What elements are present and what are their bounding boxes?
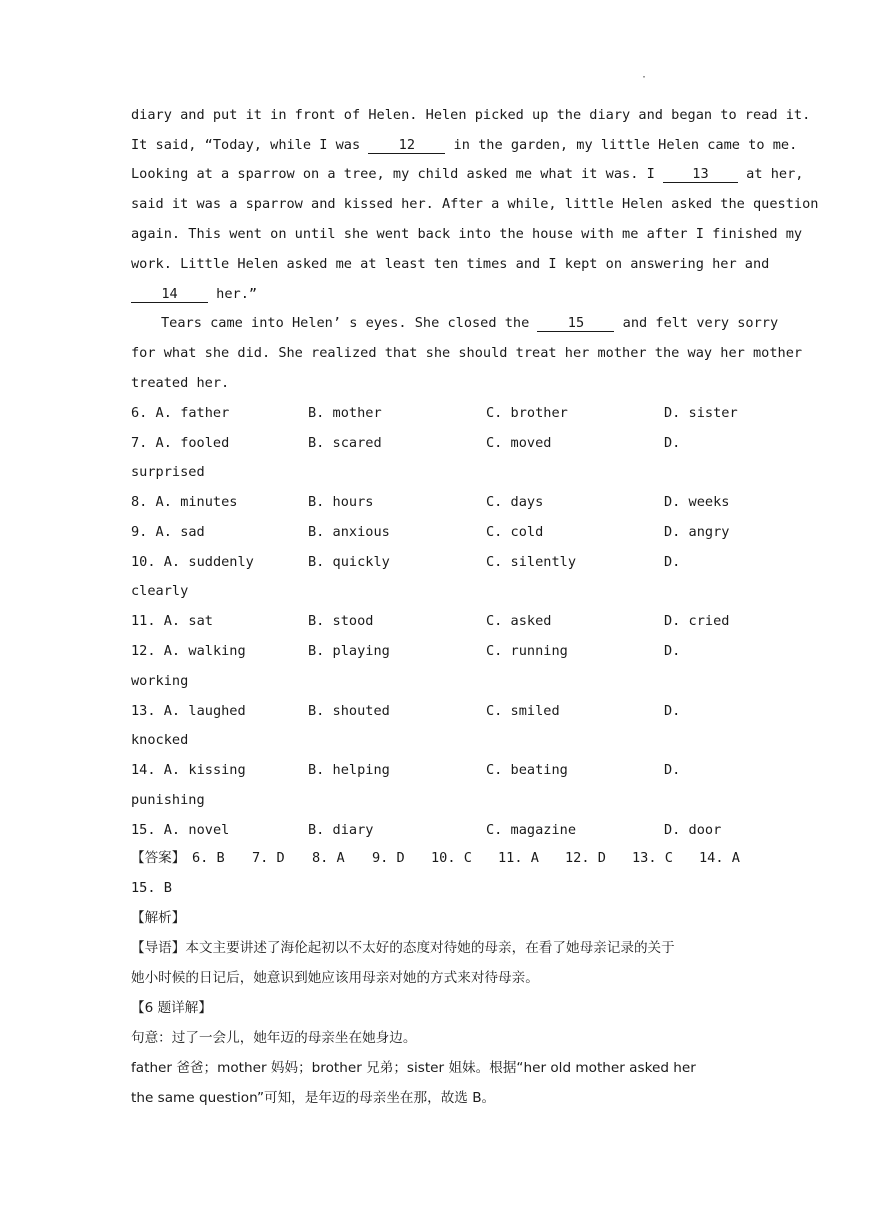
option-b: B. playing	[308, 643, 390, 659]
intro-line: 她小时候的日记后，她意识到她应该用母亲对她的方式来对待母亲。	[131, 970, 539, 986]
option-d: D.	[664, 435, 681, 451]
passage-line: again. This went on until she went back into the house with me after I finished my	[131, 226, 803, 242]
option-d: D. sister	[664, 405, 738, 421]
option-b: B. diary	[308, 822, 374, 838]
option-a: novel	[188, 822, 230, 838]
passage-line: 14 her.”	[131, 283, 257, 305]
q6-line: the same question”可知，是年迈的母亲坐在那，故选 B。	[131, 1090, 496, 1106]
option-d: D. weeks	[664, 494, 730, 510]
answer-item: 9. D	[372, 850, 405, 866]
option-c: C. running	[486, 643, 568, 659]
answer-line	[131, 847, 185, 869]
question-number: 9. A.	[131, 524, 172, 540]
option-a: sat	[188, 613, 213, 629]
option-d: D.	[664, 703, 681, 719]
answer-item: 13. C	[632, 850, 673, 866]
blank-14: 14	[131, 286, 208, 303]
option-a: father	[180, 405, 230, 421]
question-number: 6. A.	[131, 405, 172, 421]
option-b: B. shouted	[308, 703, 390, 719]
answer-wrap: 15. B	[131, 880, 172, 896]
option-c: C. smiled	[486, 703, 560, 719]
option-d-wrap: punishing	[131, 792, 205, 808]
passage-line: work. Little Helen asked me at least ten times and I kept on answering her and	[131, 256, 770, 272]
option-b: B. hours	[308, 494, 374, 510]
answer-item: 14. A	[699, 850, 740, 866]
q6-label: 【6 题详解】	[131, 1000, 212, 1016]
option-b: B. scared	[308, 435, 382, 451]
option-d-wrap: knocked	[131, 732, 189, 748]
option-a: fooled	[180, 435, 230, 451]
option-d: D. door	[664, 822, 722, 838]
option-d: D.	[664, 643, 681, 659]
q6-line: 句意：过了一会儿，她年迈的母亲坐在她身边。	[131, 1030, 417, 1046]
q6-line: father 爸爸；mother 妈妈；brother 兄弟；sister 姐妹。根据“her old mother asked her	[131, 1060, 696, 1076]
question-number: 14. A.	[131, 762, 181, 778]
option-c: C. silently	[486, 554, 577, 570]
option-b: B. stood	[308, 613, 374, 629]
option-d: D. angry	[664, 524, 730, 540]
passage-line: Looking at a sparrow on a tree, my child asked me what it was. I 13 at her,	[131, 166, 804, 182]
analysis-label: 【解析】	[131, 910, 186, 926]
question-number: 7. A.	[131, 435, 172, 451]
question-number: 13. A.	[131, 703, 181, 719]
blank-12: 12	[368, 137, 445, 154]
option-d-wrap: working	[131, 673, 189, 689]
option-c: C. days	[486, 494, 544, 510]
option-a: kissing	[188, 762, 246, 778]
answer-label: 【答案】	[131, 850, 186, 866]
option-d: D.	[664, 554, 681, 570]
answer-item: 11. A	[498, 850, 539, 866]
answer-item: 12. D	[565, 850, 606, 866]
option-c: C. beating	[486, 762, 568, 778]
option-c: C. moved	[486, 435, 552, 451]
question-number: 8. A.	[131, 494, 172, 510]
option-c: C. asked	[486, 613, 552, 629]
option-a: walking	[188, 643, 246, 659]
passage-line: diary and put it in front of Helen. Helen picked up the diary and began to read it.	[131, 107, 811, 123]
option-a: minutes	[180, 494, 238, 510]
answer-item: 8. A	[312, 850, 345, 866]
option-a: laughed	[188, 703, 246, 719]
option-d: D.	[664, 762, 681, 778]
option-b: B. quickly	[308, 554, 390, 570]
passage-line: for what she did. She realized that she should treat her mother the way her mother	[131, 345, 803, 361]
option-c: C. magazine	[486, 822, 577, 838]
answer-item: 10. C	[431, 850, 472, 866]
intro-line: 【导语】本文主要讲述了海伦起初以不太好的态度对待她的母亲，在看了她母亲记录的关于	[131, 940, 675, 956]
blank-15: 15	[537, 315, 614, 332]
passage-line: It said, “Today, while I was 12 in the garden, my little Helen came to me.	[131, 137, 798, 153]
option-b: B. anxious	[308, 524, 390, 540]
option-d-wrap: clearly	[131, 583, 189, 599]
blank-13: 13	[663, 166, 738, 183]
intro-label: 【导语】	[131, 940, 186, 956]
option-a: suddenly	[188, 554, 254, 570]
option-b: B. mother	[308, 405, 382, 421]
option-b: B. helping	[308, 762, 390, 778]
passage-line: treated her.	[131, 375, 230, 391]
question-number: 12. A.	[131, 643, 181, 659]
answer-item: 6. B	[192, 850, 225, 866]
option-d: D. cried	[664, 613, 730, 629]
option-c: C. cold	[486, 524, 544, 540]
passage-line: said it was a sparrow and kissed her. After a while, little Helen asked the question	[131, 196, 819, 212]
option-d-wrap: surprised	[131, 464, 205, 480]
question-number: 15. A.	[131, 822, 181, 838]
header-mark: ·	[641, 72, 648, 83]
question-number: 10. A.	[131, 554, 181, 570]
option-c: C. brother	[486, 405, 568, 421]
answer-item: 7. D	[252, 850, 285, 866]
option-a: sad	[180, 524, 205, 540]
passage-line: Tears came into Helen’ s eyes. She closed the 15 and felt very sorry	[161, 315, 779, 331]
question-number: 11. A.	[131, 613, 181, 629]
